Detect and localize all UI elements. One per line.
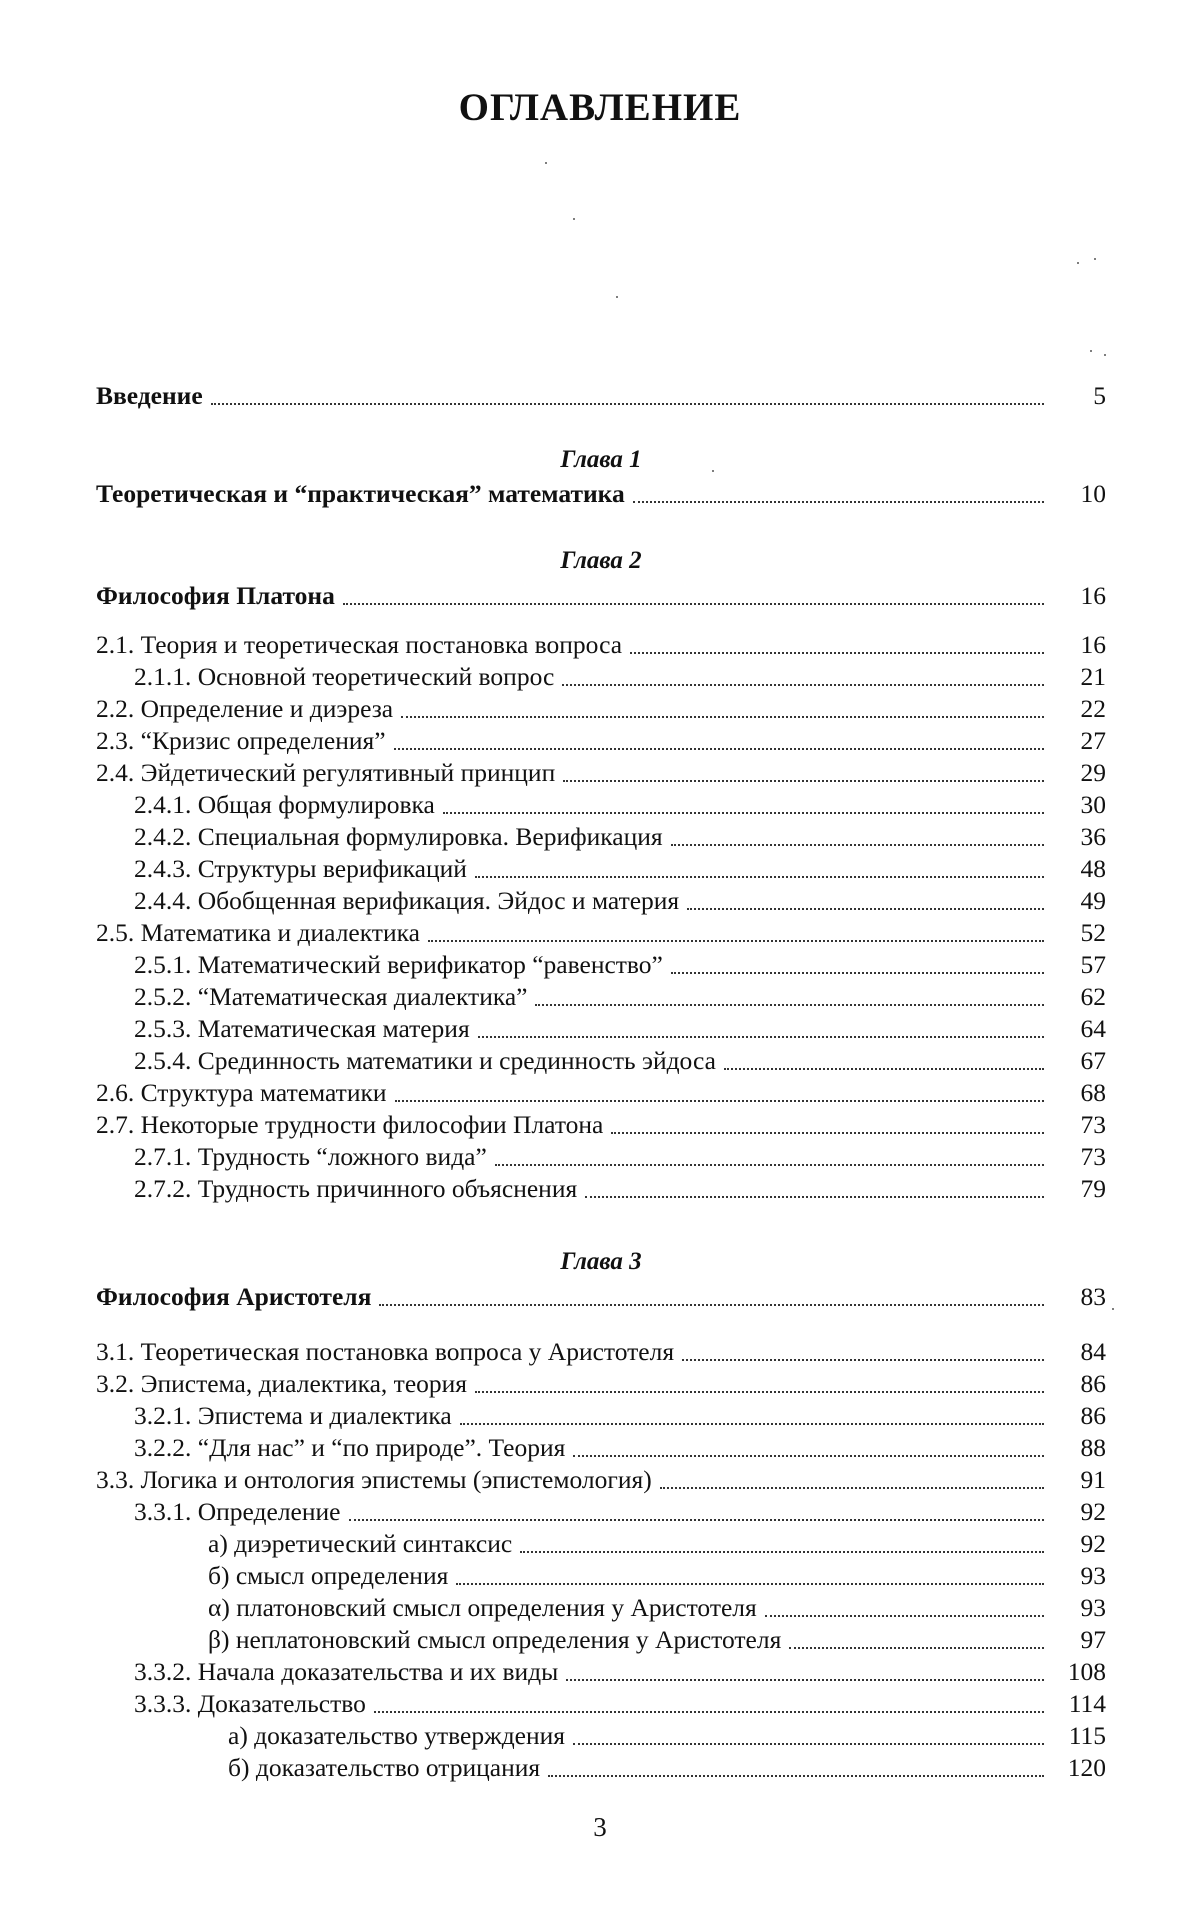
toc-entry-page: 68 [1080,1078,1106,1107]
toc-entry[interactable] [96,725,1106,757]
toc-entry-label: 3.1. Теоретическая постановка вопроса у Аристотеля [96,1337,675,1366]
toc-entry-label: 3.3. Логика и онтология эпистемы (эпистемология) [96,1465,652,1494]
dot-leader [633,501,1044,503]
toc-entry-page: 73 [1080,1142,1106,1171]
dot-leader [475,876,1044,878]
page-title: ОГЛАВЛЕНИЕ [458,86,742,129]
toc-entry[interactable] [96,757,1106,789]
scan-speck [616,296,618,298]
toc-entry-page: 93 [1080,1593,1106,1622]
toc-entry-page: 86 [1080,1369,1106,1398]
toc-entry-label: 2.5.4. Срединность математики и срединность эйдоса [134,1046,716,1075]
toc-entry-label: 2.6. Структура математики [96,1078,387,1107]
toc-entry-label: 2.5.1. Математический верификатор “равенство” [134,950,663,979]
toc-entry[interactable] [96,1496,1106,1528]
toc-entry-label: 2.4.2. Специальная формулировка. Верификация [134,822,663,851]
toc-entry[interactable] [96,1336,1106,1368]
scan-speck [545,162,547,164]
toc-entry-page: 88 [1080,1433,1106,1462]
toc-entry-label: 2.1. Теория и теоретическая постановка вопроса [96,630,623,659]
toc-entry[interactable] [96,629,1106,661]
dot-leader [724,1068,1044,1070]
toc-entry-label: Философия Аристотеля [96,1282,372,1311]
dot-leader [443,812,1044,814]
dot-leader [395,1100,1045,1102]
toc-entry-page: 91 [1080,1465,1106,1494]
dot-leader [394,748,1044,750]
toc-entry[interactable] [96,853,1106,885]
toc-entry[interactable] [96,693,1106,725]
dot-leader [765,1615,1044,1617]
toc-entry-label: 2.7.1. Трудность “ложного вида” [134,1142,487,1171]
toc-entry-page: 67 [1080,1046,1106,1075]
toc-entry-label: 2.4.4. Обобщенная верификация. Эйдос и материя [134,886,680,915]
toc-entry-label: β) неплатоновский смысл определения у Аристотеля [208,1625,782,1654]
dot-leader [562,684,1044,686]
toc-entry-label: а) диэретический синтаксис [208,1529,513,1558]
toc-entry-label: 2.5.2. “Математическая диалектика” [134,982,528,1011]
dot-leader [428,940,1044,942]
dot-leader [660,1487,1044,1489]
toc-entry-page: 16 [1080,581,1106,610]
toc-entry[interactable] [96,1077,1106,1109]
toc-entry-page: 36 [1080,822,1106,851]
toc-entry-label: 3.2. Эпистема, диалектика, теория [96,1369,468,1398]
dot-leader [478,1036,1044,1038]
scan-speck [1077,262,1079,264]
toc-entry-label: б) доказательство отрицания [228,1753,541,1782]
dot-leader [548,1775,1044,1777]
dot-leader [211,403,1044,405]
toc-entry-label: 2.3. “Кризис определения” [96,726,386,755]
toc-entry[interactable] [96,1368,1106,1400]
dot-leader [460,1423,1044,1425]
toc-entry[interactable] [96,981,1106,1013]
toc-entry[interactable] [96,1624,1106,1656]
toc-entry-label: 2.5.3. Математическая материя [134,1014,470,1043]
dot-leader [374,1711,1044,1713]
toc-entry-chapter[interactable] [96,1281,1106,1313]
toc-entry-label: Введение [96,381,203,410]
dot-leader [630,652,1044,654]
dot-leader [401,716,1044,718]
toc-entry-chapter[interactable] [96,478,1106,510]
toc-entry-page: 48 [1080,854,1106,883]
toc-entry-page: 10 [1080,479,1106,508]
scan-speck [1090,350,1092,352]
toc-entry-label: б) смысл определения [208,1561,449,1590]
toc-entry-label: α) платоновский смысл определения у Аристотеля [208,1593,757,1622]
toc-entry-page: 73 [1080,1110,1106,1139]
dot-leader [573,1743,1044,1745]
toc-entry-page: 52 [1080,918,1106,947]
scan-speck [712,470,714,472]
toc-entry-page: 79 [1080,1174,1106,1203]
dot-leader [456,1583,1044,1585]
toc-entry-label: 2.7.2. Трудность причинного объяснения [134,1174,578,1203]
toc-entry-label: 3.2.2. “Для нас” и “по природе”. Теория [134,1433,566,1462]
dot-leader [563,780,1044,782]
toc-entry-page: 108 [1067,1657,1106,1686]
toc-entry[interactable] [96,789,1106,821]
scan-speck [1094,258,1096,260]
chapter-heading: Глава 2 [560,547,642,574]
toc-entry[interactable] [96,1592,1106,1624]
scan-speck [573,218,575,220]
dot-leader [535,1004,1044,1006]
toc-entry-page: 22 [1080,694,1106,723]
toc-entry-label: 3.3.2. Начала доказательства и их виды [134,1657,559,1686]
dot-leader [343,603,1044,605]
toc-entry-label: 2.4. Эйдетический регулятивный принцип [96,758,556,787]
toc-entry-chapter[interactable] [96,580,1106,612]
page-number: 3 [593,1812,607,1842]
dot-leader [573,1455,1044,1457]
toc-entry[interactable] [96,1656,1106,1688]
toc-entry-page: 49 [1080,886,1106,915]
toc-entry-page: 120 [1067,1753,1106,1782]
dot-leader [611,1132,1044,1134]
toc-entry[interactable] [96,1173,1106,1205]
dot-leader [585,1196,1044,1198]
toc-entry-page: 57 [1080,950,1106,979]
toc-entry-page: 62 [1080,982,1106,1011]
chapter-heading: Глава 3 [560,1248,642,1275]
scan-speck [1112,1308,1114,1310]
toc-entry-page: 21 [1080,662,1106,691]
toc-entry-page: 84 [1080,1337,1106,1366]
toc-entry-page: 86 [1080,1401,1106,1430]
toc-entry-page: 115 [1068,1721,1106,1750]
dot-leader [671,972,1044,974]
toc-entry-label: Философия Платона [96,581,335,610]
toc-entry-label: 3.2.1. Эпистема и диалектика [134,1401,452,1430]
dot-leader [379,1304,1044,1306]
toc-entry[interactable] [96,1109,1106,1141]
toc-entry[interactable] [96,1400,1106,1432]
toc-entry-page: 29 [1080,758,1106,787]
toc-entry-label: 2.2. Определение и диэреза [96,694,394,723]
toc-entry[interactable] [96,1528,1106,1560]
toc-entry[interactable] [96,1752,1106,1784]
dot-leader [682,1359,1044,1361]
toc-entry[interactable] [96,821,1106,853]
toc-entry-page: 93 [1080,1561,1106,1590]
chapter-heading: Глава 1 [560,446,642,473]
toc-entry-page: 97 [1080,1625,1106,1654]
toc-entry-page: 64 [1080,1014,1106,1043]
toc-entry-label: 2.1.1. Основной теоретический вопрос [134,662,555,691]
toc-entry-label: а) доказательство утверждения [228,1721,566,1750]
toc-entry-label: Теоретическая и “практическая” математика [96,479,625,508]
toc-entry-page: 27 [1080,726,1106,755]
toc-entry-label: 2.4.3. Структуры верификаций [134,854,467,883]
toc-entry-label: 2.5. Математика и диалектика [96,918,420,947]
toc-entry[interactable] [96,1141,1106,1173]
toc-entry-intro[interactable] [96,380,1106,412]
toc-entry-page: 30 [1080,790,1106,819]
toc-entry-page: 114 [1068,1689,1106,1718]
dot-leader [566,1679,1044,1681]
toc-entry-page: 92 [1080,1497,1106,1526]
toc-entry-page: 16 [1080,630,1106,659]
toc-entry-label: 2.4.1. Общая формулировка [134,790,435,819]
toc-entry-page: 5 [1093,381,1106,410]
dot-leader [475,1391,1044,1393]
toc-entry-page: 92 [1080,1529,1106,1558]
dot-leader [687,908,1044,910]
dot-leader [495,1164,1044,1166]
toc-entry[interactable] [96,885,1106,917]
scan-speck [1104,354,1106,356]
toc-entry[interactable] [96,1464,1106,1496]
toc-entry-label: 3.3.1. Определение [134,1497,341,1526]
toc-entry[interactable] [96,1720,1106,1752]
dot-leader [349,1519,1045,1521]
toc-entry[interactable] [96,661,1106,693]
toc-entry-page: 83 [1080,1282,1106,1311]
dot-leader [671,844,1044,846]
toc-entry[interactable] [96,1013,1106,1045]
toc-entry-label: 2.7. Некоторые трудности философии Платона [96,1110,604,1139]
toc-entry[interactable] [96,917,1106,949]
toc-entry[interactable] [96,1560,1106,1592]
toc-entry-label: 3.3.3. Доказательство [134,1689,366,1718]
toc-entry[interactable] [96,1045,1106,1077]
toc-entry[interactable] [96,949,1106,981]
dot-leader [789,1647,1044,1649]
toc-entry[interactable] [96,1432,1106,1464]
dot-leader [520,1551,1044,1553]
toc-entry[interactable] [96,1688,1106,1720]
